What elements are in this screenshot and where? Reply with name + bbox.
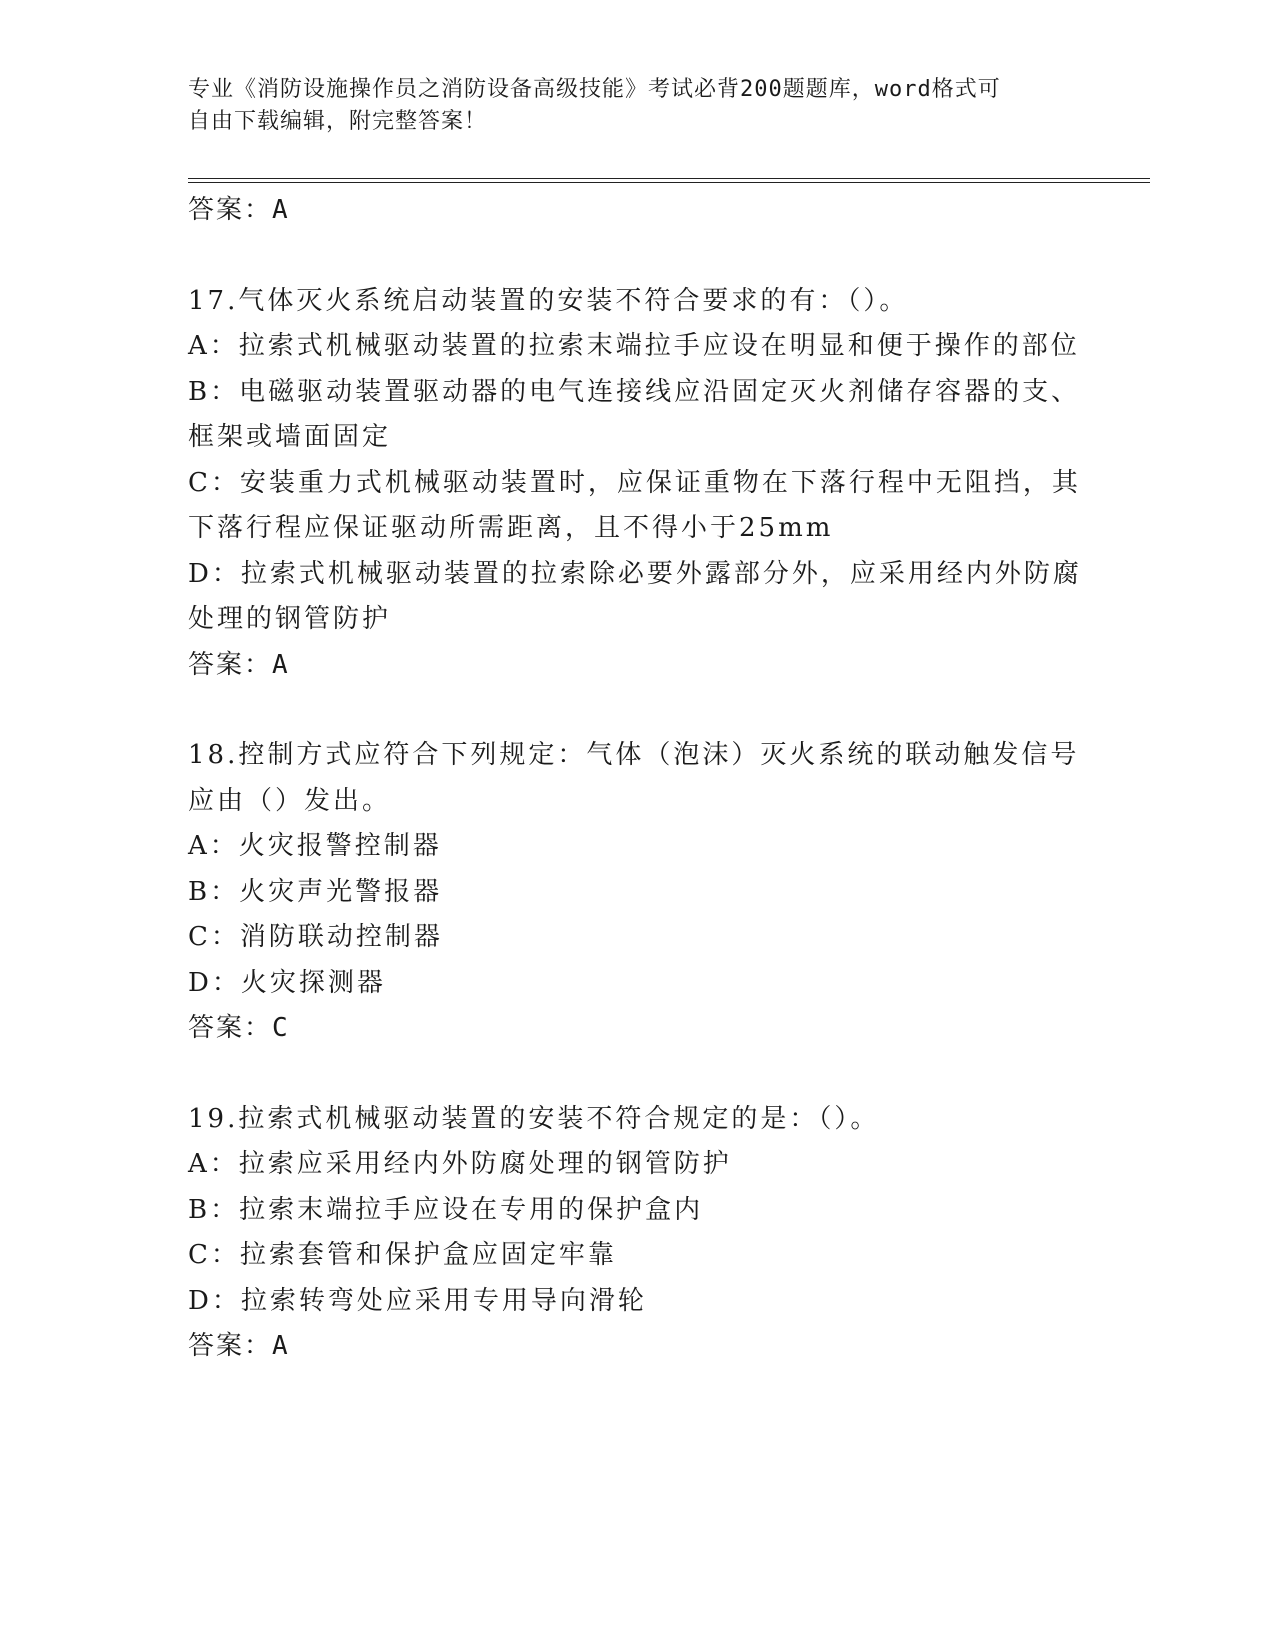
answer-line: 答案：A [188, 649, 290, 680]
question-text: 17.气体灭火系统启动装置的安装不符合要求的有：（）。 [188, 285, 909, 316]
option-d: D：拉索式机械驱动装置的拉索除必要外露部分外，应采用经内外防腐 [188, 558, 1082, 589]
header-divider-top [188, 178, 1150, 179]
question-text-continued: 应由（）发出。 [188, 785, 392, 816]
document-body [188, 188, 1088, 1370]
question-text: 18.控制方式应符合下列规定：气体（泡沫）灭火系统的联动触发信号 [188, 740, 1080, 770]
question-17 [188, 279, 1088, 689]
option-b: B：拉索末端拉手应设在专用的保护盒内 [188, 1194, 704, 1225]
header-line-2: 自由下载编辑，附完整答案！ [188, 109, 488, 134]
question-19 [188, 1097, 1088, 1370]
header-divider-bottom [188, 182, 1150, 183]
answer-line: 答案：A [188, 1331, 290, 1361]
header-line-1: 专业《消防设施操作员之消防设备高级技能》考试必背200题题库，word格式可 [188, 77, 1001, 102]
option-a: A：火灾报警控制器 [188, 831, 442, 861]
option-c: C：安装重力式机械驱动装置时，应保证重物在下落行程中无阻挡，其 [188, 467, 1081, 498]
option-d: D：火灾探测器 [188, 967, 386, 998]
option-b: B：火灾声光警报器 [188, 876, 443, 907]
option-c: C：消防联动控制器 [188, 922, 443, 952]
option-d-continued: 处理的钢管防护 [188, 604, 392, 634]
question-18 [188, 733, 1088, 1052]
option-b-continued: 框架或墙面固定 [188, 422, 392, 452]
option-b: B：电磁驱动装置驱动器的电气连接线应沿固定灭火剂储存容器的支、 [188, 376, 1081, 407]
answer-line: 答案：A [188, 195, 290, 225]
option-c-continued: 下落行程应保证驱动所需距离，且不得小于25mm [188, 513, 834, 543]
question-text: 19.拉索式机械驱动装置的安装不符合规定的是：（）。 [188, 1103, 880, 1134]
option-d: D：拉索转弯处应采用专用导向滑轮 [188, 1285, 647, 1316]
option-a: A：拉索式机械驱动装置的拉索末端拉手应设在明显和便于操作的部位 [188, 331, 1080, 361]
option-a: A：拉索应采用经内外防腐处理的钢管防护 [188, 1149, 732, 1179]
answer-line: 答案：C [188, 1013, 290, 1043]
document-header [188, 74, 1068, 138]
option-c: C：拉索套管和保护盒应固定牢靠 [188, 1240, 617, 1270]
